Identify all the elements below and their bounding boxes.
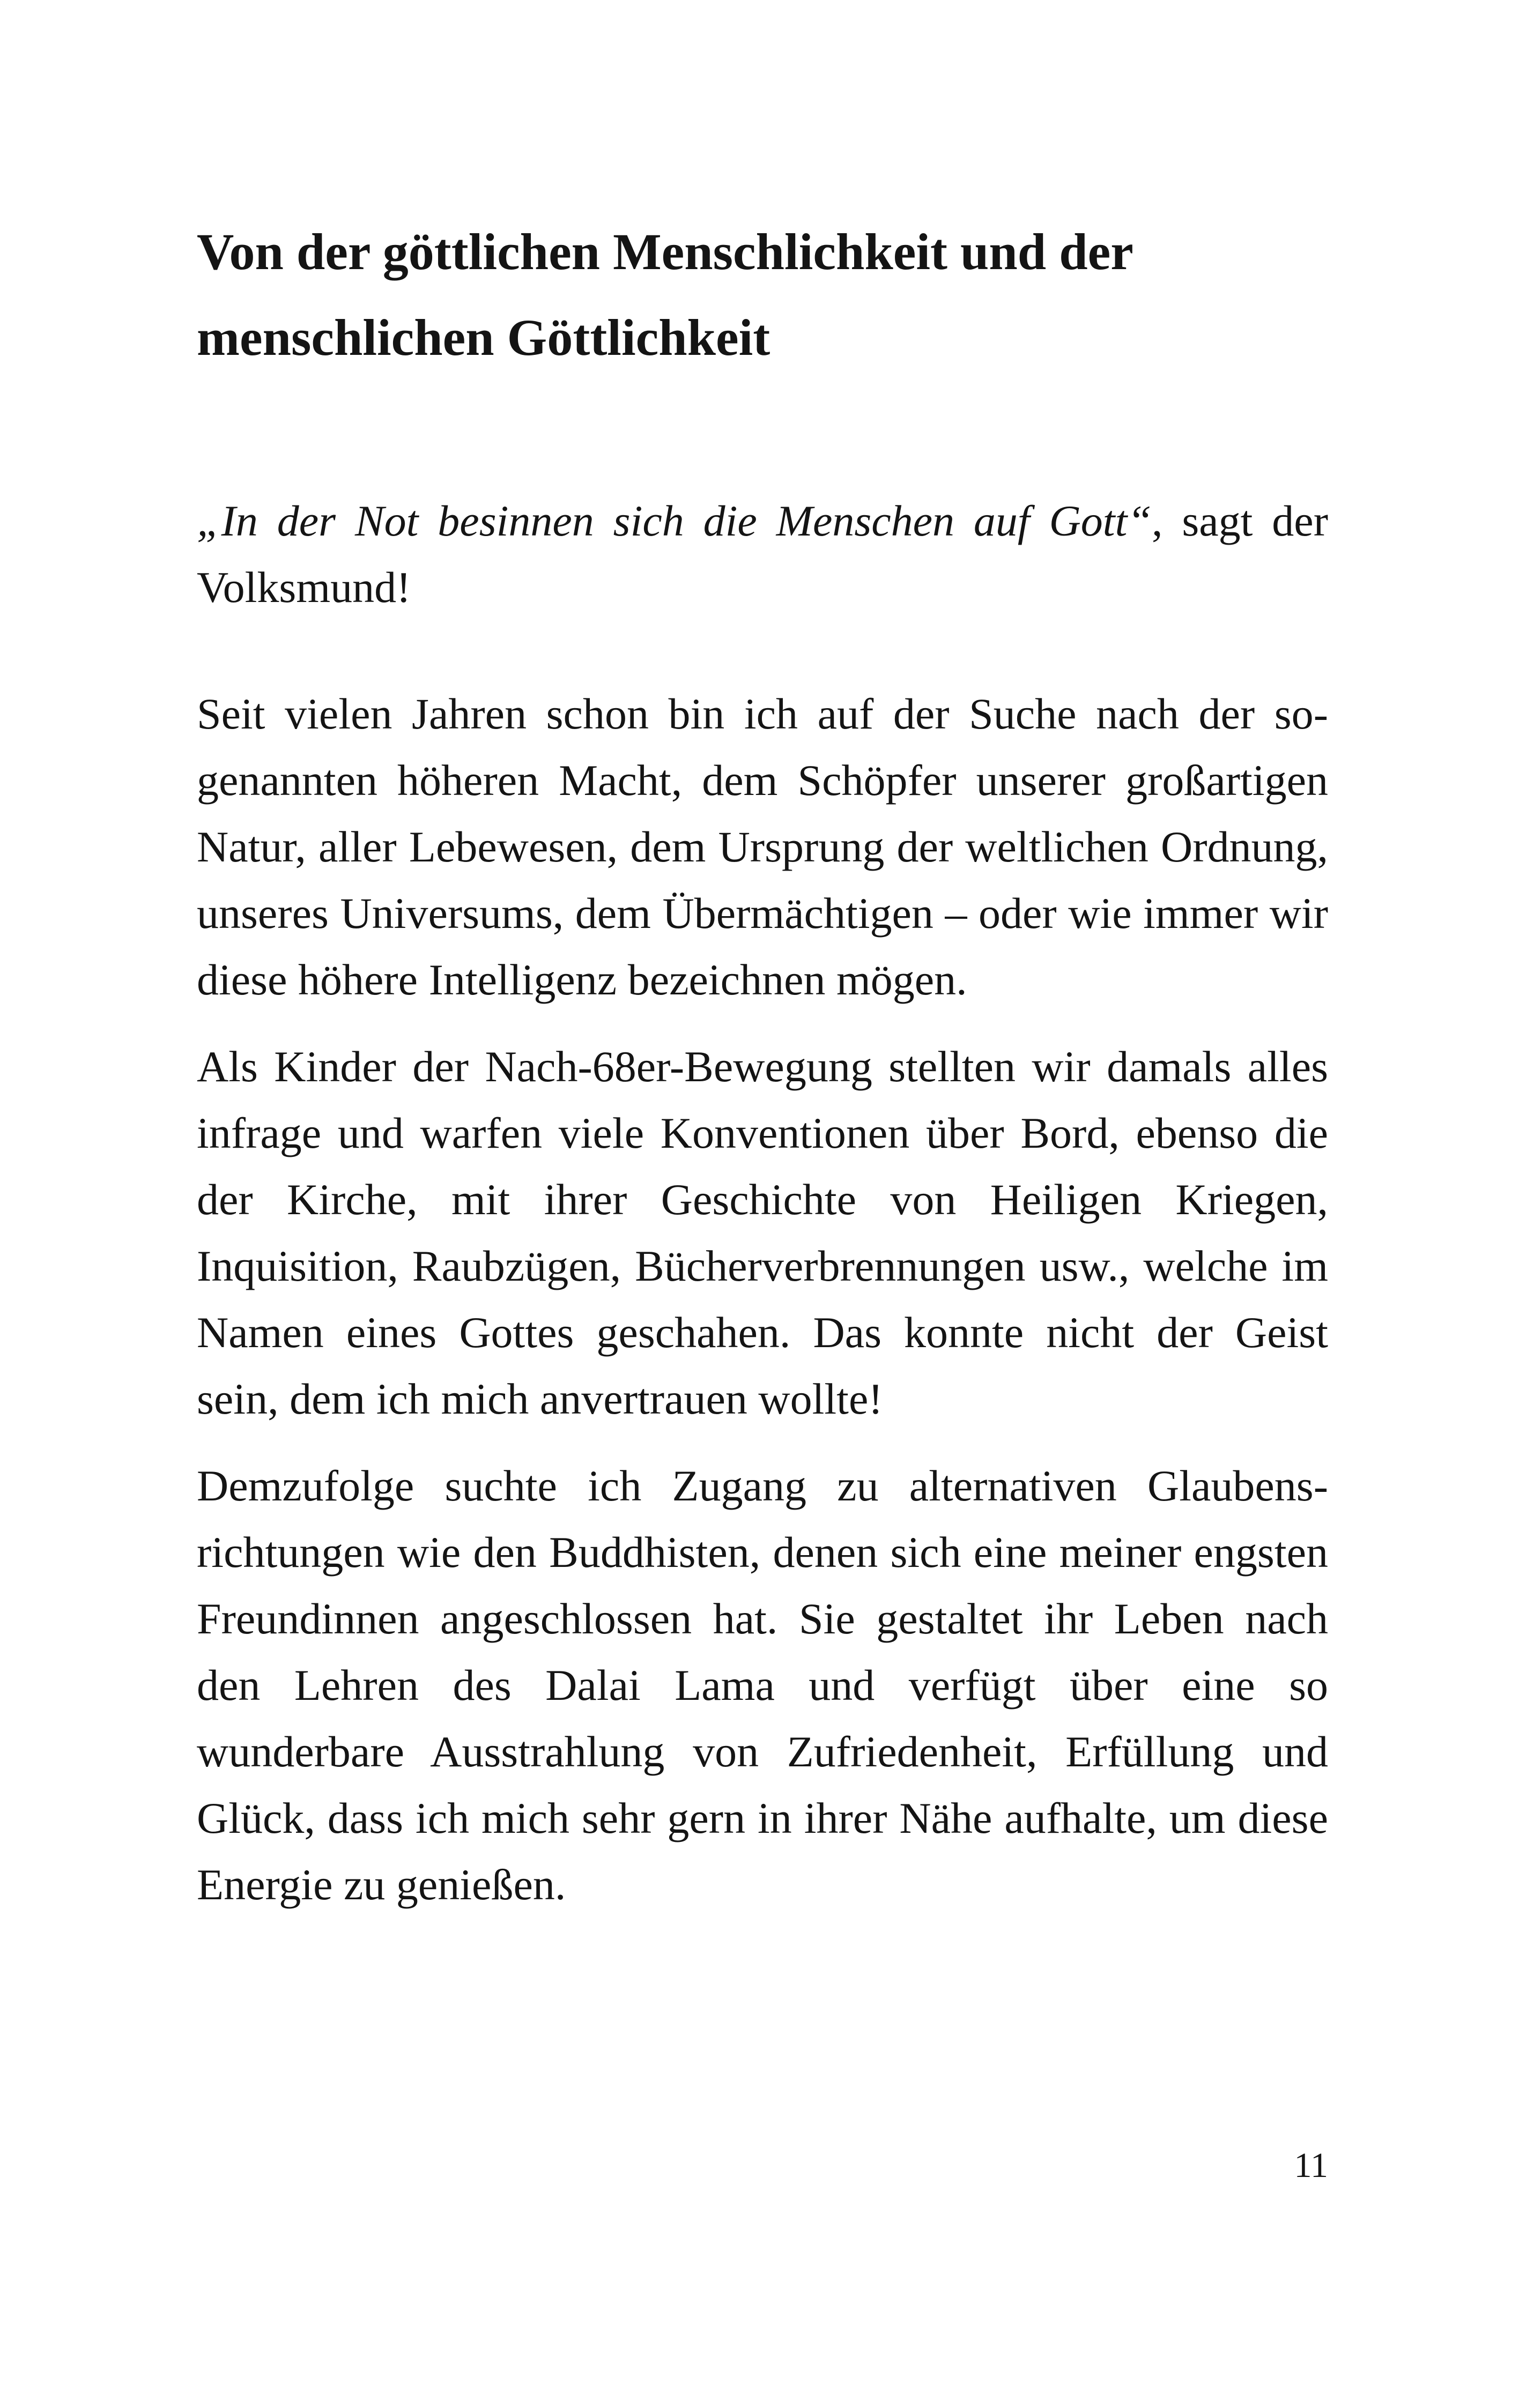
chapter-title — [197, 209, 1328, 381]
paragraph-3: Demzufolge suchte ich Zugang zu alternativen Glaubensrichtungen wie den Buddhisten, denen sich eine meiner engsten Freundinnen angeschlossen hat. Sie gestaltet ihr Leben nach den Lehren des Dalai Lama und verfügt über eine so wunderbare Ausstrahlung von Zufriedenheit, Erfüllung und Glück, dass ich mich sehr gern in ihrer Nähe aufhalte, um diese Energie zu genießen. — [197, 1461, 1328, 1909]
epigraph — [197, 488, 1328, 621]
paragraph-2: Als Kinder der Nach-68er-Bewegung stellten wir damals alles infrage und warfen viele Konventionen über Bord, ebenso die der Kirche, mit ihrer Geschichte von Heiligen Kriegen, Inquisition, Raubzügen, Bücherverbrennungen usw., welche im Namen eines Gottes geschahen. Das konnte nicht der Geist sein, dem ich mich anvertrauen wollte! — [197, 1042, 1328, 1423]
epigraph-quote: In der Not besinnen sich die Menschen auf Gott — [221, 496, 1128, 545]
chapter-title-line-1: Von der göttlichen Menschlichkeit und der — [197, 223, 1133, 280]
epigraph-attribution: , sagt der Volksmund! — [197, 496, 1328, 612]
epigraph-close-quote: “ — [1127, 496, 1152, 545]
paragraph-1: Seit vielen Jahren schon bin ich auf der Suche nach der sogenannten höheren Macht, dem Schöpfer unserer großartigen Natur, aller Lebewesen, dem Ursprung der weltlichen Ordnung, unseres Universums, dem Übermächtigen – oder wie immer wir diese höhere Intelligenz bezeichnen mögen. — [197, 689, 1328, 1004]
chapter-title-line-2: menschlichen Göttlichkeit — [197, 309, 770, 366]
page-number: 11 — [1294, 2146, 1328, 2185]
page-content — [197, 209, 1328, 1918]
epigraph-open-quote: „ — [197, 496, 221, 545]
